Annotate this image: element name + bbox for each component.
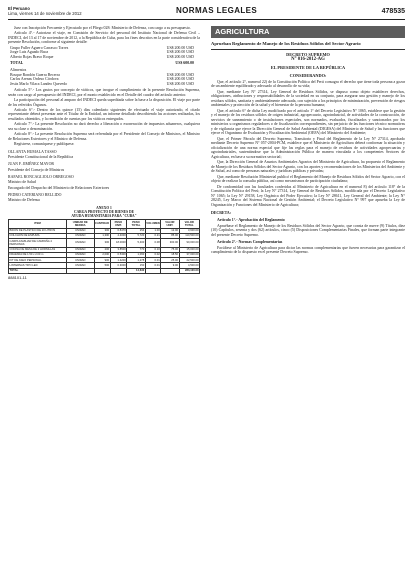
- signatory-name: PEDRO CATERIANO BELLIDO: [8, 192, 62, 197]
- column-header: PESO TOTAL: [127, 220, 146, 228]
- signatory-role: Presidente del Consejo de Ministros: [8, 167, 65, 172]
- signatory-role: Encargado del Despacho del Ministerio de Relaciones Exteriores: [8, 185, 110, 190]
- article-6: Artículo 6°.- Dentro de los quince (15) días calendario siguientes de efectuado el viaje autorizado, el citado representante deberá presentar ante el Titular de la Entidad, un informe detallado describiendo las acciones realizadas, los resultados obtenidos, y la rendición de cuentas por los viáticos entregados.: [8, 107, 200, 122]
- considerando-paragraph: Que, mediante Resolución Ministerial publicó el Reglamento del Manejo de Residuos Sólidos del Sector Agrario, con el objeto de realizar la consulta pública, así como mecanismos de participación ciudadana;: [211, 174, 405, 184]
- annex-subtitle: CARGA PROYECTO DE BIENES DE: [73, 209, 135, 214]
- signatory-role: Presidente Constitucional de la República: [8, 154, 74, 159]
- list-item: Jorge Luis Aguado Baca US$ 200.00 USD: [10, 50, 194, 55]
- column-header: ITEM: [9, 220, 67, 228]
- article-4: Artículo 4°.- Autorizar el viaje, en Comisión de Servicio del personal del Instituto Nacional de Defensa Civil – INDECI, del 13 al 17 de noviembre de 2012, a la República de Cuba, para los fines descritos en la parte considerativa de la presente Resolución, conforme al siguiente detalle:: [8, 31, 200, 45]
- divider: [211, 49, 405, 50]
- considerando-paragraph: Que, el artículo 2°, numeral 22) de la Constitución Política del Perú consagra el derecho que tiene toda persona a gozar de un ambiente equilibrado y adecuado al desarrollo de su vida;: [211, 79, 405, 89]
- closing-formula: Regístrese, comuníquese y publíquese.: [14, 142, 75, 147]
- right-column: [211, 26, 405, 256]
- considerando-paragraph: Que, mediante Ley N° 27314, Ley General de Residuos Sólidos, se dispuso como objeto establecer derechos, obligaciones, atribuciones y responsabilidades de la sociedad en su conjunto, para asegurar una gestión y manejo de los residuos sólidos, sanitaria y ambientalmente adecuada, con sujeción a los principios de minimización, prevención de riesgos ambientales y protección de la salud y el bienestar de la persona humana;: [211, 89, 405, 108]
- subheading: Alimentos: [10, 67, 27, 72]
- list-item: Bosque Rondón Guerra Becerra US$ 200.00 USD: [10, 72, 194, 77]
- article-8: Artículo 8°.- La presente Resolución Suprema será refrendada por el Presidente del Consejo de Ministros, el Ministro de Relaciones Exteriores y el Ministro de Defensa.: [8, 132, 200, 141]
- annex-table: [8, 219, 200, 274]
- decreta-heading: DECRETA:: [211, 211, 232, 216]
- table-row: CARPA FAMILIAR DE CAMPAÑA 4 PERSONAS UNIDAD 300 18.0000 5,400 0.08 300.00 90,000.00: [9, 239, 199, 246]
- column-header: UNIDAD DE MEDIDA: [66, 220, 94, 228]
- considerando-paragraph: De conformidad con las facultades conferidas al Ministerio de Agricultura en el numeral 8) del artículo 118° de la Constitución Política del Perú; la Ley N° 27314, Ley General de Residuos Sólidos, modificada por el Decreto Legislativo N° 1065; la Ley N° 29158, Ley Orgánica del Poder Ejecutivo; la Ley N° 28611, Ley General del Ambiente; la Ley N° 28245, Ley Marco del Sistema Nacional de Gestión Ambiental; el Decreto Legislativo N° 997 que aprueba la Ley de Organización y Funciones del Ministerio de Agricultura;: [211, 184, 405, 207]
- considerando-paragraph: Que, el Primer Párrafo del Decreto Supremo, Transitorio y Final del Reglamento de la Ley N° 27314, aprobado mediante Decreto Supremo N° 057-2004-PCM, establece que el Ministerio de Agricultura deberá conformar la situación y oficialización de una norma especial que fije las reglas para el manejo de residuos de actividades agropecuarias y agroindustriales, sustentándose que la Administración Pública de manera vinculada a los competentes Sectores de Agricultura, en base a su normativa sectorial;: [211, 136, 405, 159]
- article-5b: La participación del personal al amparo del INDECI queda supeditada sobre la base a la disposición. El viaje por parte de los referidos Órganos.: [8, 98, 200, 107]
- annex-subtitle: AYUDA HUMANITARIA PARA "CUBA": [71, 214, 137, 218]
- header-rule: [8, 19, 405, 20]
- signatory-role: Ministro de Salud: [8, 180, 36, 185]
- signatory-name: OLLANTA HUMALA TASSO: [8, 149, 57, 154]
- list-item: Grupo Fuller Aguero Carrasco Torres US$ 200.00 USD: [10, 45, 194, 50]
- article-1-text: Apruébase el Reglamento de Manejo de los Residuos Sólidos del Sector Agrario, que consta de nueve (9) Títulos, diez (10) Capítulos, sesenta y dos (62) artículos, cinco (5) Disposiciones Complementarias Finales, que forman parte integrante del presente Decreto Supremo.: [211, 223, 405, 237]
- publication-name: El Peruano: [8, 6, 30, 11]
- intro-paragraph: Juez con Inscripción Frecuente y Ejecutado por el Pliego 028: Ministerio de Defensa, con cargo a su presupuesto.: [14, 26, 191, 30]
- list-item: Jesús Marlo Vilaca Landeo Quevedo US$ 200.00 USD: [10, 81, 194, 86]
- signatory-role: Ministro de Defensa: [8, 198, 40, 203]
- table-row: COCINA DE MESA DE 2 HORNILLAS UNIDAD 200 3.8500 770 0.10 75.00 15,000.00: [9, 248, 199, 252]
- considerando-paragraph: Que, la Dirección General de Asuntos Ambientales Agrarios del Ministerio de Agricultura, ha propuesto el Reglamento de Manejo de los Residuos Sólidos del Sector Agrario, con los aportes y recomendaciones de los Ministerios del Ambiente y de Salud, así como de personas naturales y jurídicas públicas y privadas;: [211, 160, 405, 174]
- commission-list-a: [8, 46, 200, 86]
- column-header: VALOR UNIT.: [161, 220, 179, 228]
- table-row: FRAZADA DE 1.50 x 2.00 m UNIDAD 2,000 0.5300 1,060 0.02 18.50 37,000.00: [9, 253, 199, 257]
- considering-heading: CONSIDERANDO:: [289, 72, 327, 78]
- table-header-row: [9, 220, 200, 228]
- issuer-heading: EL PRESIDENTE DE LA REPÚBLICA: [270, 64, 346, 70]
- gazette-page: [8, 6, 405, 579]
- table-row: COLCHÓN DE ESPUMA UNIDAD 1,300 4.4000 5,720 0.21 85.00 110,500.00: [9, 234, 199, 238]
- table-total-row: TOTAL 14,632 283,100.00: [9, 269, 199, 273]
- column-header: CANTIDAD: [94, 220, 110, 228]
- article-5: Artículo 5°.- Los gastos por concepto de viáticos, que irrogue el cumplimiento de la presente Resolución Suprema, serán con cargo al presupuesto del INDECI, por el monto establecido en el Detalle del cuadro del artículo anterior.: [8, 88, 200, 97]
- annex-title: ANEXO 1: [96, 205, 112, 210]
- column-header: VOLUMEN: [145, 220, 160, 228]
- sector-banner: AGRICULTURA: [211, 26, 405, 38]
- left-column: [8, 26, 200, 280]
- table-row: KIT DE ASEO PERSONAL UNIDAD 900 1.4200 1,278 0.01 25.00 22,500.00: [9, 258, 199, 262]
- table-row: LINTERNAS TIPO LED UNIDAD 500 0.3000 150 0.01 9.00 4,500.00: [9, 263, 199, 267]
- section-title: NORMAS LEGALES: [176, 6, 258, 15]
- column-header: VALOR TOTAL: [179, 220, 199, 228]
- signatory-name: RAFAEL RONCAGLIOLO ORBEGOSO: [8, 174, 74, 179]
- table-row: BIDÓN DE PLÁSTICO DE 20 LITROS UNIDAD 300 0.8470 254 1.00 12.00 3,600.00: [9, 229, 199, 233]
- decree-number: N° 016-2012-AG: [291, 56, 325, 62]
- decree-type: DECRETO SUPREMO: [286, 51, 330, 57]
- page-header: [8, 6, 405, 20]
- article-2-text: Facúltese al Ministerio de Agricultura para dictar las normas complementarias que fueren necesarias para garantizar el cumplimiento de lo dispuesto en el presente Decreto Supremo.: [211, 245, 405, 255]
- article-7: Artículo 7°.- La presente Resolución no dará derecho a liberación o exoneración de impuestos aduaneros, cualquiera sea su clase o denominación.: [8, 122, 200, 131]
- total-row: TOTAL US$ 600.00: [10, 61, 194, 66]
- list-item: Alberto Rojas Bravo Roque US$ 200.00 USD: [10, 54, 194, 59]
- article-1-heading: Artículo 1°.- Aprobación del Reglamento: [217, 218, 285, 223]
- considerando-paragraph: Que, el artículo 6° de dicha Ley modificado por el artículo 1° del Decreto Legislativo N° 1065, establece que la gestión y el manejo de los residuos sólidos de origen industrial, agropecuario, agroindustrial, de actividades de la construcción, de servicios de saneamiento o de instalaciones especiales, son normados, evaluados, fiscalizados y sancionados por los ministerios u organismos reguladores o de fiscalización correspondientes, sin perjuicio de las funciones técnico normativas y de vigilancia que ejerce la Dirección General de Salud Ambiental (DIGESA) del Ministerio de Salud y las funciones que ejerce el Organismo de Evaluación y Fiscalización Ambiental (OEFA) del Ministerio del Ambiente;: [211, 108, 405, 136]
- disposition-title: Aprueban Reglamento de Manejo de los Residuos Sólidos del Sector Agrario: [211, 41, 361, 46]
- signatory-name: JUAN F. JIMÉNEZ MAYOR: [8, 162, 55, 167]
- page-number: 478535: [381, 8, 405, 15]
- publication-date: Lima, viernes 14 de noviembre de 2012: [8, 11, 82, 16]
- column-header: PESO UNIT.: [110, 220, 127, 228]
- list-item: Carlos Arenas Ordeso Córdova US$ 200.00 USD: [10, 77, 194, 82]
- article-2-heading: Artículo 2°.- Normas Complementarias: [217, 240, 283, 245]
- document-code: 888101-11: [8, 274, 27, 280]
